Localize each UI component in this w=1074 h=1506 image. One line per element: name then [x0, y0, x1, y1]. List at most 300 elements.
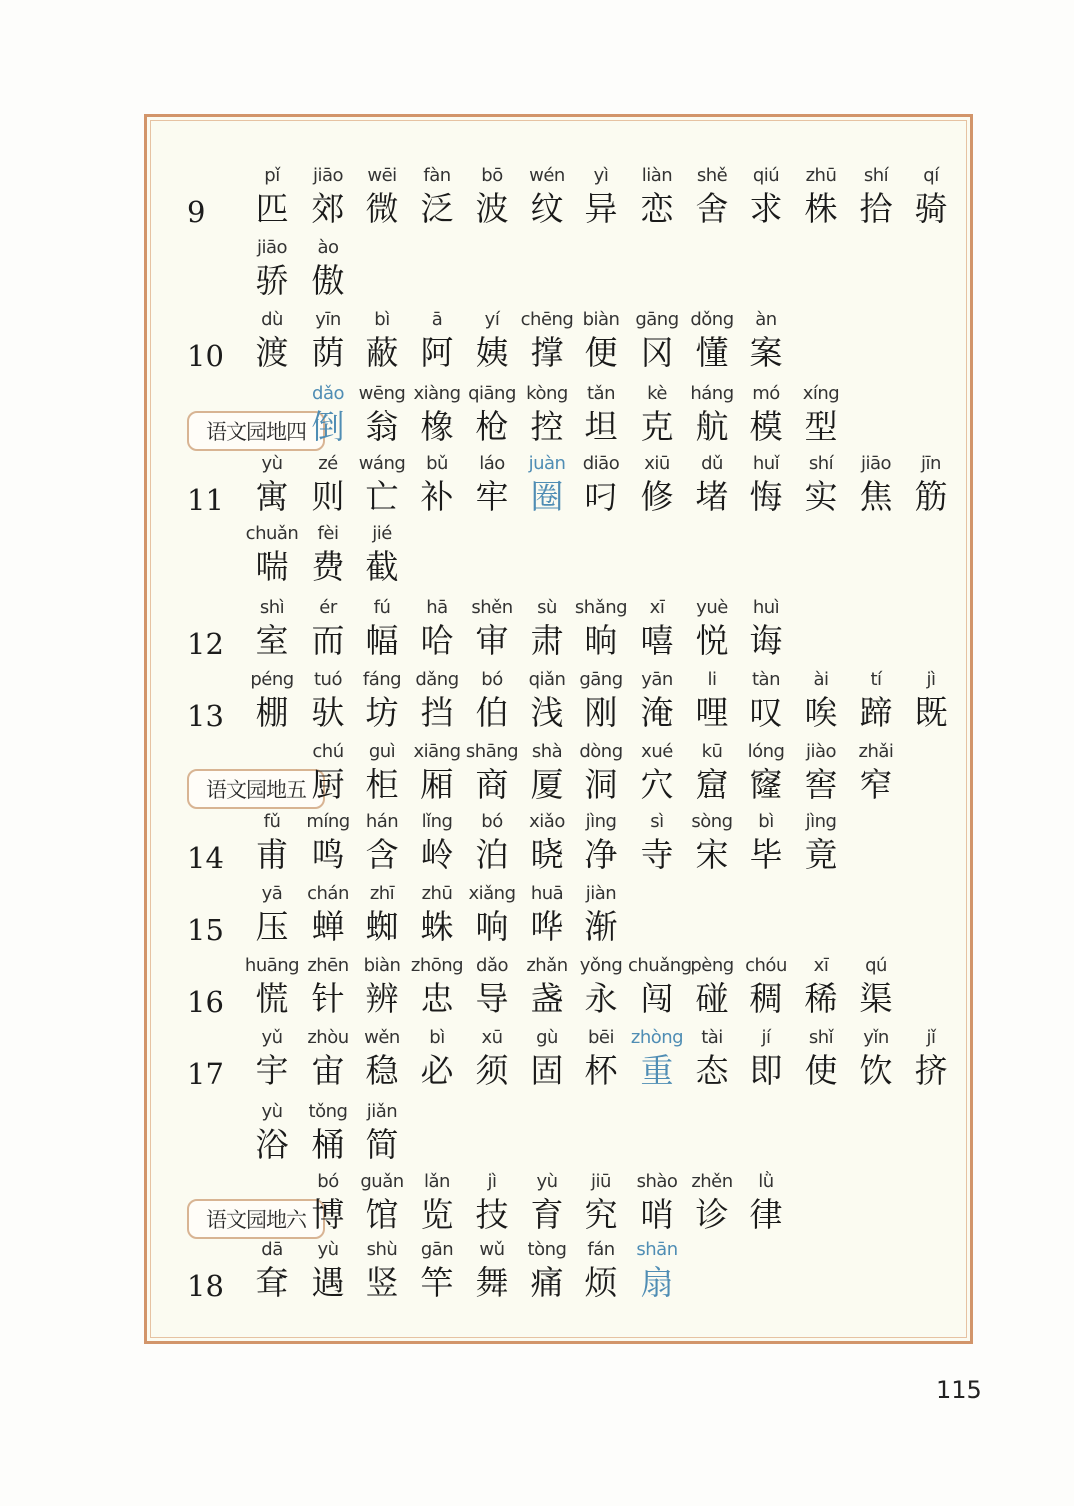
pinyin: yù — [536, 1171, 558, 1192]
character-cell — [847, 1025, 905, 1091]
character-row — [147, 667, 970, 739]
pinyin: yù — [317, 1239, 339, 1260]
character-cell — [243, 953, 301, 1019]
hanzi: 渐 — [584, 907, 618, 946]
pinyin: xī — [813, 955, 829, 976]
pinyin: àn — [755, 309, 777, 330]
hanzi: 竖 — [365, 1263, 399, 1302]
hanzi: 堵 — [695, 477, 729, 516]
pinyin: mó — [752, 383, 780, 404]
hanzi: 枪 — [475, 407, 509, 446]
hanzi: 恋 — [640, 189, 674, 228]
pinyin: kè — [647, 383, 667, 404]
hanzi: 商 — [475, 765, 509, 804]
pinyin: chēng — [520, 309, 574, 330]
character-cell — [463, 595, 521, 661]
character-cell — [353, 451, 411, 517]
hanzi: 焦 — [859, 477, 893, 516]
hanzi: 忠 — [420, 979, 454, 1018]
character-cell — [463, 809, 521, 875]
character-cell — [243, 1099, 301, 1165]
character-cell — [243, 521, 301, 587]
hanzi: 响 — [475, 907, 509, 946]
pinyin: xiū — [644, 453, 670, 474]
hanzi: 宋 — [695, 835, 729, 874]
hanzi: 异 — [584, 189, 618, 228]
character-cell — [683, 667, 741, 733]
hanzi: 骑 — [914, 189, 948, 228]
character-cell — [463, 1237, 521, 1303]
pinyin: shǎng — [574, 597, 628, 618]
hanzi: 挡 — [420, 693, 454, 732]
hanzi: 晌 — [584, 621, 618, 660]
character-cell — [408, 451, 466, 517]
hanzi: 费 — [311, 547, 345, 586]
character-cell — [683, 307, 741, 373]
pinyin: sòng — [691, 811, 733, 832]
character-cell — [792, 381, 850, 447]
hanzi: 桶 — [311, 1125, 345, 1164]
hanzi: 懂 — [695, 333, 729, 372]
hanzi: 简 — [365, 1125, 399, 1164]
pinyin: yù — [261, 1101, 283, 1122]
hanzi: 航 — [695, 407, 729, 446]
hanzi: 稀 — [804, 979, 838, 1018]
hanzi: 喘 — [255, 547, 289, 586]
hanzi: 针 — [311, 979, 345, 1018]
character-cell — [353, 953, 411, 1019]
pinyin: lǎn — [424, 1171, 450, 1192]
pinyin: bō — [481, 165, 503, 186]
pinyin: yǒng — [579, 955, 623, 976]
character-cell — [243, 307, 301, 373]
character-cell — [572, 595, 630, 661]
pinyin: péng — [250, 669, 294, 690]
lesson-number: 16 — [187, 985, 224, 1019]
hanzi: 扇 — [640, 1263, 674, 1302]
pinyin: zé — [318, 453, 338, 474]
character-cell — [243, 809, 301, 875]
pinyin: háng — [690, 383, 734, 404]
hanzi: 克 — [640, 407, 674, 446]
character-cell — [299, 381, 357, 447]
pinyin: gù — [536, 1027, 558, 1048]
character-cell — [353, 667, 411, 733]
character-cell — [408, 307, 466, 373]
character-cell — [628, 451, 686, 517]
hanzi: 岭 — [420, 835, 454, 874]
character-cell — [737, 307, 795, 373]
pinyin: dǔ — [701, 453, 723, 474]
pinyin: shí — [863, 165, 889, 186]
hanzi: 览 — [420, 1195, 454, 1234]
hanzi: 泊 — [475, 835, 509, 874]
hanzi: 拾 — [859, 189, 893, 228]
pinyin: jīn — [921, 453, 941, 474]
lesson-number: 18 — [187, 1269, 224, 1303]
character-cell — [683, 595, 741, 661]
lesson-number: 14 — [187, 841, 224, 875]
pinyin: chuǎn — [245, 523, 299, 544]
pinyin: wěn — [364, 1027, 400, 1048]
pinyin: juàn — [528, 453, 566, 474]
pinyin: diāo — [582, 453, 620, 474]
pinyin: dǎo — [312, 383, 344, 404]
hanzi: 净 — [584, 835, 618, 874]
section-label: 语文园地四 — [187, 411, 325, 451]
pinyin: chuǎng — [628, 955, 692, 976]
pinyin: shù — [366, 1239, 398, 1260]
hanzi: 郊 — [311, 189, 345, 228]
character-cell — [572, 451, 630, 517]
pinyin: wēng — [358, 383, 406, 404]
character-cell — [628, 739, 686, 805]
character-cell — [518, 667, 576, 733]
character-cell — [463, 953, 521, 1019]
character-cell — [353, 739, 411, 805]
character-cell — [243, 1237, 301, 1303]
pinyin: bǔ — [426, 453, 448, 474]
character-row — [147, 739, 970, 811]
pinyin: ā — [431, 309, 443, 330]
lesson-number: 13 — [187, 699, 224, 733]
hanzi: 蛛 — [420, 907, 454, 946]
hanzi: 饮 — [859, 1051, 893, 1090]
pinyin: dù — [261, 309, 283, 330]
character-cell — [902, 667, 960, 733]
character-cell — [408, 953, 466, 1019]
hanzi: 傲 — [311, 261, 345, 300]
pinyin: yù — [261, 453, 283, 474]
hanzi: 蜘 — [365, 907, 399, 946]
pinyin: huì — [752, 597, 780, 618]
hanzi: 馆 — [365, 1195, 399, 1234]
hanzi: 窄 — [859, 765, 893, 804]
pinyin: bó — [481, 669, 503, 690]
pinyin: zhī — [369, 883, 395, 904]
pinyin: shǐ — [808, 1027, 834, 1048]
hanzi: 使 — [804, 1051, 838, 1090]
pinyin: dǎo — [476, 955, 508, 976]
character-cell — [518, 163, 576, 229]
character-cell — [299, 667, 357, 733]
character-cell — [628, 307, 686, 373]
pinyin: xiǎo — [529, 811, 565, 832]
character-cell — [792, 953, 850, 1019]
hanzi: 肃 — [530, 621, 564, 660]
character-cell — [299, 1099, 357, 1165]
hanzi: 哗 — [530, 907, 564, 946]
character-cell — [353, 1025, 411, 1091]
character-cell — [572, 1237, 630, 1303]
character-cell — [792, 667, 850, 733]
hanzi: 筋 — [914, 477, 948, 516]
hanzi: 柜 — [365, 765, 399, 804]
character-cell — [408, 595, 466, 661]
hanzi: 竟 — [804, 835, 838, 874]
pinyin: jǐ — [926, 1027, 936, 1048]
hanzi: 撑 — [530, 333, 564, 372]
character-cell — [408, 667, 466, 733]
character-cell — [463, 1025, 521, 1091]
character-cell — [902, 1025, 960, 1091]
pinyin: hán — [365, 811, 399, 832]
character-cell — [737, 1169, 795, 1235]
hanzi: 亡 — [365, 477, 399, 516]
character-cell — [847, 163, 905, 229]
pinyin: gān — [420, 1239, 454, 1260]
character-cell — [683, 381, 741, 447]
character-cell — [408, 163, 466, 229]
hanzi: 翁 — [365, 407, 399, 446]
hanzi: 窖 — [804, 765, 838, 804]
pinyin: shì — [259, 597, 285, 618]
character-cell — [353, 521, 411, 587]
character-cell — [353, 1099, 411, 1165]
hanzi: 悦 — [695, 621, 729, 660]
pinyin: xué — [641, 741, 673, 762]
character-cell — [737, 1025, 795, 1091]
character-cell — [353, 595, 411, 661]
hanzi: 甫 — [255, 835, 289, 874]
hanzi: 匹 — [255, 189, 289, 228]
hanzi: 舞 — [475, 1263, 509, 1302]
pinyin: ào — [317, 237, 339, 258]
character-cell — [463, 451, 521, 517]
hanzi: 洞 — [584, 765, 618, 804]
hanzi: 则 — [311, 477, 345, 516]
hanzi: 含 — [365, 835, 399, 874]
hanzi: 荫 — [311, 333, 345, 372]
character-cell — [463, 381, 521, 447]
pinyin: xū — [481, 1027, 503, 1048]
pinyin: zhōng — [410, 955, 464, 976]
pinyin: huāng — [244, 955, 300, 976]
character-cell — [243, 881, 301, 947]
pinyin: zhòng — [630, 1027, 684, 1048]
pinyin: qú — [865, 955, 887, 976]
character-cell — [518, 1237, 576, 1303]
character-cell — [518, 809, 576, 875]
character-cell — [628, 1237, 686, 1303]
hanzi: 微 — [365, 189, 399, 228]
character-cell — [572, 809, 630, 875]
character-row — [147, 809, 970, 881]
hanzi: 审 — [475, 621, 509, 660]
character-cell — [683, 451, 741, 517]
character-cell — [299, 1237, 357, 1303]
hanzi: 碰 — [695, 979, 729, 1018]
character-row — [147, 1025, 970, 1097]
hanzi: 室 — [255, 621, 289, 660]
character-cell — [683, 1169, 741, 1235]
hanzi: 闯 — [640, 979, 674, 1018]
hanzi: 幅 — [365, 621, 399, 660]
hanzi: 株 — [804, 189, 838, 228]
pinyin: yīn — [315, 309, 341, 330]
hanzi: 究 — [584, 1195, 618, 1234]
pinyin: gāng — [579, 669, 623, 690]
pinyin: dā — [261, 1239, 283, 1260]
character-cell — [408, 739, 466, 805]
character-cell — [572, 881, 630, 947]
character-cell — [518, 1025, 576, 1091]
pinyin: tí — [870, 669, 882, 690]
hanzi: 悔 — [749, 477, 783, 516]
character-cell — [353, 307, 411, 373]
pinyin: bēi — [587, 1027, 614, 1048]
character-cell — [518, 307, 576, 373]
character-cell — [518, 739, 576, 805]
character-cell — [299, 307, 357, 373]
pinyin: jì — [487, 1171, 497, 1192]
hanzi: 须 — [475, 1051, 509, 1090]
pinyin: ér — [319, 597, 337, 618]
character-cell — [299, 953, 357, 1019]
hanzi: 盏 — [530, 979, 564, 1018]
hanzi: 哩 — [695, 693, 729, 732]
pinyin: wáng — [358, 453, 406, 474]
character-cell — [683, 953, 741, 1019]
hanzi: 厨 — [311, 765, 345, 804]
hanzi: 渡 — [255, 333, 289, 372]
character-cell — [683, 809, 741, 875]
hanzi: 浴 — [255, 1125, 289, 1164]
character-cell — [353, 1169, 411, 1235]
character-cell — [299, 809, 357, 875]
hanzi: 模 — [749, 407, 783, 446]
character-cell — [792, 1025, 850, 1091]
pinyin: xiǎng — [468, 883, 516, 904]
character-row — [147, 521, 970, 593]
hanzi: 宙 — [311, 1051, 345, 1090]
character-cell — [737, 739, 795, 805]
character-table-frame — [144, 114, 973, 1344]
hanzi: 圈 — [530, 477, 564, 516]
character-cell — [408, 881, 466, 947]
hanzi: 窿 — [749, 765, 783, 804]
hanzi: 律 — [749, 1195, 783, 1234]
character-cell — [683, 1025, 741, 1091]
hanzi: 型 — [804, 407, 838, 446]
pinyin: guì — [368, 741, 396, 762]
hanzi: 辨 — [365, 979, 399, 1018]
character-cell — [518, 1169, 576, 1235]
character-row — [147, 381, 970, 453]
pinyin: yì — [593, 165, 609, 186]
hanzi: 宇 — [255, 1051, 289, 1090]
character-row — [147, 235, 970, 307]
character-cell — [353, 381, 411, 447]
pinyin: jié — [372, 523, 392, 544]
character-cell — [463, 739, 521, 805]
hanzi: 永 — [584, 979, 618, 1018]
hanzi: 棚 — [255, 693, 289, 732]
pinyin: sù — [537, 597, 557, 618]
pinyin: dǒng — [690, 309, 734, 330]
pinyin: chú — [312, 741, 344, 762]
character-cell — [737, 451, 795, 517]
pinyin: biàn — [582, 309, 620, 330]
character-cell — [299, 1169, 357, 1235]
hanzi: 蹄 — [859, 693, 893, 732]
character-cell — [737, 953, 795, 1019]
pinyin: jiāo — [860, 453, 892, 474]
character-cell — [792, 809, 850, 875]
pinyin: shāng — [465, 741, 519, 762]
character-row — [147, 451, 970, 523]
pinyin: jì — [926, 669, 936, 690]
lesson-number: 11 — [187, 483, 224, 517]
character-row — [147, 307, 970, 379]
hanzi: 嘻 — [640, 621, 674, 660]
pinyin: fáng — [362, 669, 402, 690]
pinyin: wǔ — [479, 1239, 505, 1260]
hanzi: 诲 — [749, 621, 783, 660]
hanzi: 寺 — [640, 835, 674, 874]
character-cell — [299, 1025, 357, 1091]
hanzi: 既 — [914, 693, 948, 732]
hanzi: 坦 — [584, 407, 618, 446]
pinyin: fú — [373, 597, 391, 618]
pinyin: qí — [923, 165, 939, 186]
hanzi: 实 — [804, 477, 838, 516]
character-cell — [572, 953, 630, 1019]
hanzi: 而 — [311, 621, 345, 660]
pinyin: jiāo — [312, 165, 344, 186]
hanzi: 截 — [365, 547, 399, 586]
hanzi: 哨 — [640, 1195, 674, 1234]
character-cell — [408, 381, 466, 447]
hanzi: 固 — [530, 1051, 564, 1090]
pinyin: shà — [531, 741, 563, 762]
pinyin: jiū — [591, 1171, 611, 1192]
pinyin: zhěn — [691, 1171, 733, 1192]
hanzi: 舍 — [695, 189, 729, 228]
pinyin: shān — [636, 1239, 678, 1260]
character-cell — [299, 881, 357, 947]
character-cell — [847, 953, 905, 1019]
character-cell — [572, 739, 630, 805]
hanzi: 蝉 — [311, 907, 345, 946]
character-cell — [299, 595, 357, 661]
character-cell — [518, 595, 576, 661]
character-cell — [683, 739, 741, 805]
lesson-number: 15 — [187, 913, 224, 947]
character-cell — [572, 307, 630, 373]
pinyin: wēi — [367, 165, 397, 186]
pinyin: láo — [479, 453, 505, 474]
hanzi: 淹 — [640, 693, 674, 732]
hanzi: 波 — [475, 189, 509, 228]
pinyin: zhǎn — [526, 955, 568, 976]
hanzi: 渠 — [859, 979, 893, 1018]
character-cell — [628, 1169, 686, 1235]
character-cell — [792, 739, 850, 805]
hanzi: 必 — [420, 1051, 454, 1090]
pinyin: zhēn — [307, 955, 349, 976]
hanzi: 驮 — [311, 693, 345, 732]
character-row — [147, 1237, 970, 1309]
character-cell — [792, 163, 850, 229]
pinyin: qiǎn — [528, 669, 566, 690]
pinyin: bó — [481, 811, 503, 832]
pinyin: tàn — [752, 669, 780, 690]
lesson-number: 10 — [187, 339, 224, 373]
character-cell — [628, 809, 686, 875]
pinyin: shě — [696, 165, 728, 186]
pinyin: yān — [641, 669, 673, 690]
